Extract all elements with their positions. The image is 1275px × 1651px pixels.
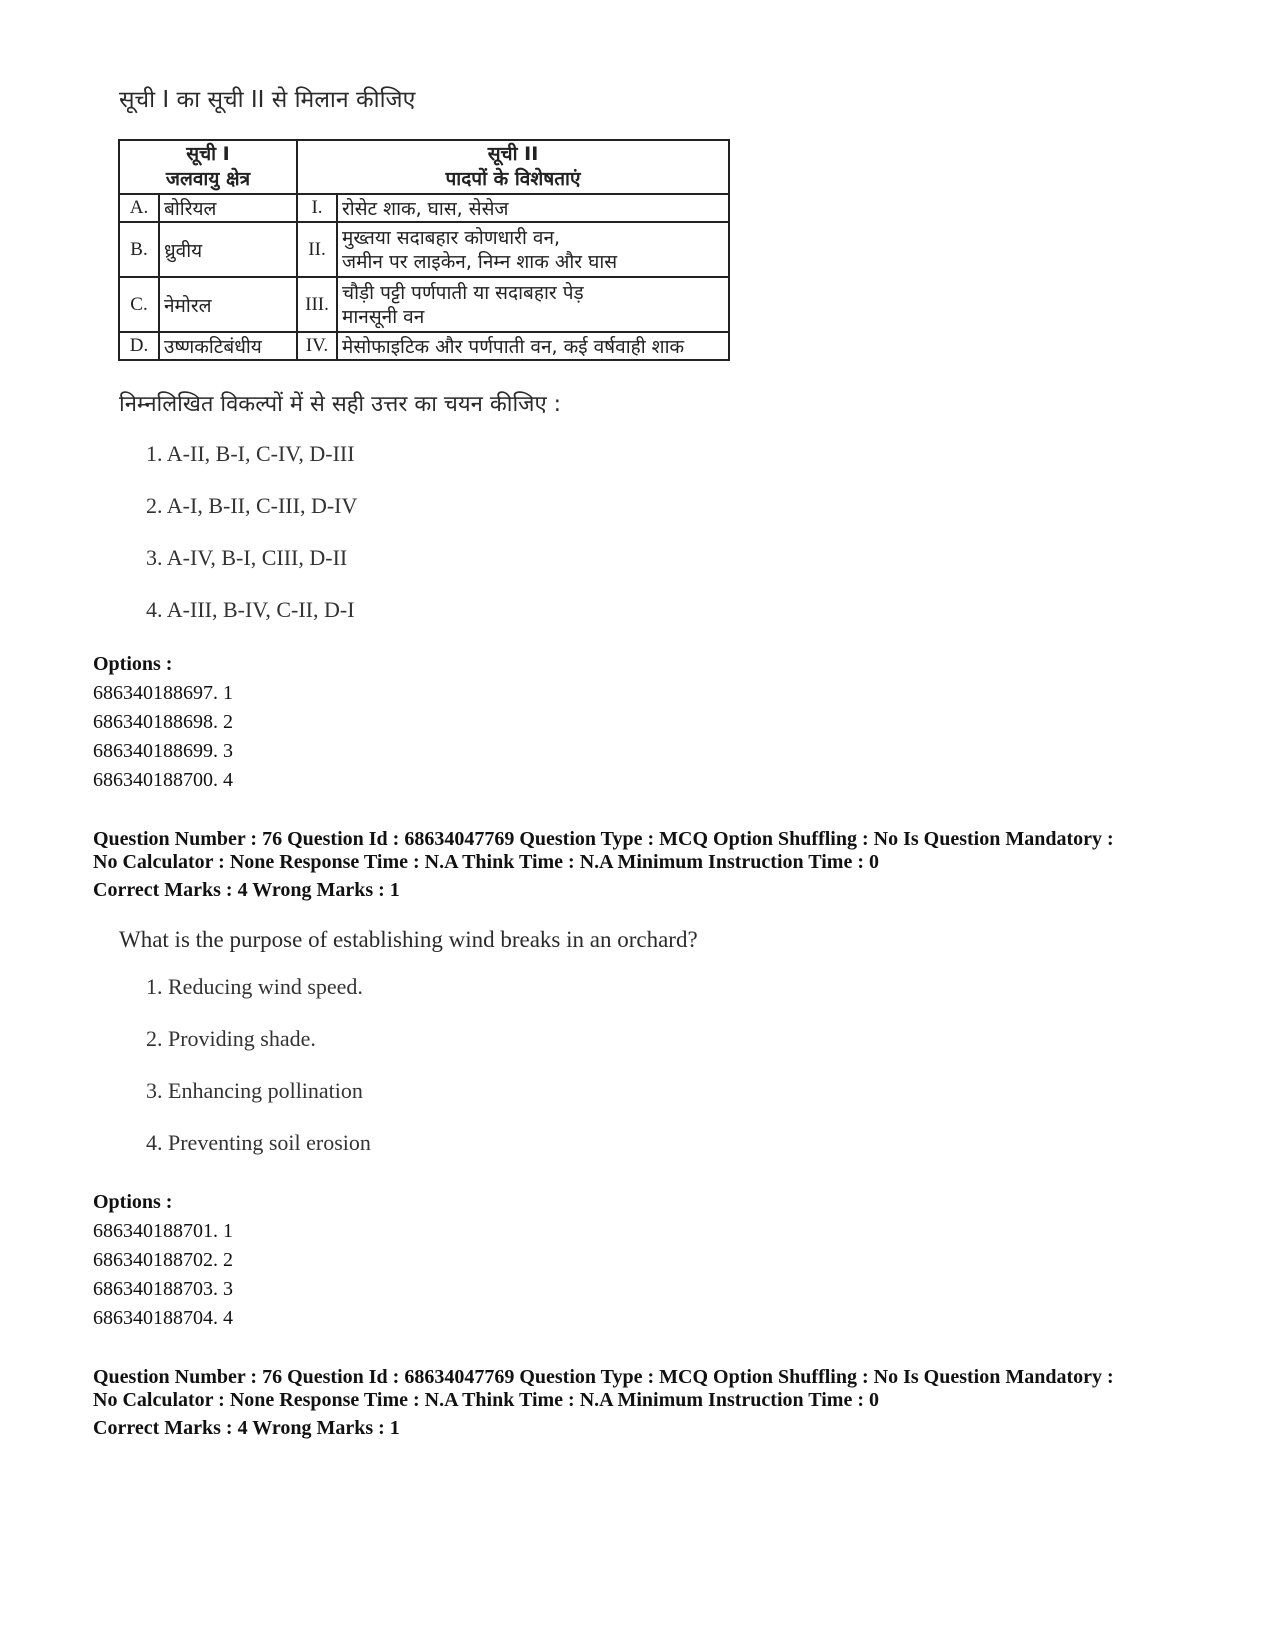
option-id-item: 686340188698. 2 — [93, 711, 233, 733]
row-value-list2 — [337, 222, 729, 277]
option-id-item: 686340188697. 1 — [93, 682, 233, 704]
question-meta-line: Question Number : 76 Question Id : 68634047769 Question Type : MCQ Option Shuffling : No Is Question Mandatory : — [93, 1366, 1114, 1388]
question-marks: Correct Marks : 4 Wrong Marks : 1 — [93, 879, 400, 901]
option-id-item: 686340188704. 4 — [93, 1307, 233, 1329]
row-value-list2 — [337, 332, 729, 360]
match-table — [118, 139, 730, 361]
choice-item: 2. A-I, B-II, C-III, D-IV — [146, 493, 358, 518]
question-meta-line: No Calculator : None Response Time : N.A Think Time : N.A Minimum Instruction Time : 0 — [93, 1389, 879, 1411]
row-key-list2: I. — [297, 194, 337, 222]
question-75-prompt-block — [119, 82, 415, 114]
list-1-subtitle: जलवायु क्षेत्र — [165, 168, 251, 190]
choice-item: 1. A-II, B-I, C-IV, D-III — [146, 441, 355, 466]
options-label: Options : — [93, 1191, 173, 1213]
option-id-list — [93, 679, 233, 795]
row-value-line: जमीन पर लाइकेन, निम्न शाक और घास — [342, 250, 618, 273]
list-2-title: सूची II — [487, 143, 539, 165]
choice-item: 4. Preventing soil erosion — [146, 1130, 371, 1155]
question-76-options — [93, 1188, 233, 1333]
question-instruction: निम्नलिखित विकल्पों में से सही उत्तर का चयन कीजिए : — [119, 392, 562, 417]
option-id-item: 686340188701. 1 — [93, 1220, 233, 1242]
row-value-list1: उष्णकटिबंधीय — [159, 332, 297, 360]
choice-list — [146, 973, 698, 1181]
question-75-options — [93, 650, 233, 795]
row-key-list2: IV. — [297, 332, 337, 360]
choice-item: 2. Providing shade. — [146, 1026, 316, 1051]
option-id-list — [93, 1217, 233, 1333]
row-key-list2: II. — [297, 222, 337, 277]
list-1-header — [119, 140, 297, 194]
choice-item: 3. Enhancing pollination — [146, 1078, 363, 1103]
row-value-line: मुख्तया सदाबहार कोणधारी वन, — [342, 226, 561, 249]
question-prompt: What is the purpose of establishing wind breaks in an orchard? — [119, 927, 698, 952]
question-76-body — [119, 927, 698, 1181]
row-value-line: मानसूनी वन — [342, 305, 425, 328]
row-value-line: रोसेट शाक, घास, सेसेज — [342, 198, 509, 220]
choice-item: 3. A-IV, B-I, CIII, D-II — [146, 545, 348, 570]
options-label: Options : — [93, 653, 173, 675]
list-2-header — [297, 140, 729, 194]
table-row — [119, 332, 729, 360]
question-76-header — [93, 828, 1203, 902]
list-1-title: सूची I — [186, 143, 230, 165]
row-value-line: मेसोफाइटिक और पर्णपाती वन, कई वर्षवाही शाक — [342, 336, 685, 358]
row-key-list1: B. — [119, 222, 159, 277]
question-marks: Correct Marks : 4 Wrong Marks : 1 — [93, 1417, 400, 1439]
row-key-list2: III. — [297, 277, 337, 332]
row-key-list1: D. — [119, 332, 159, 360]
table-row — [119, 277, 729, 332]
option-id-item: 686340188699. 3 — [93, 740, 233, 762]
option-id-item: 686340188700. 4 — [93, 769, 233, 791]
row-key-list1: C. — [119, 277, 159, 332]
row-key-list1: A. — [119, 194, 159, 222]
question-meta-line: No Calculator : None Response Time : N.A Think Time : N.A Minimum Instruction Time : 0 — [93, 851, 879, 873]
question-meta-line: Question Number : 76 Question Id : 68634047769 Question Type : MCQ Option Shuffling : No Is Question Mandatory : — [93, 828, 1114, 850]
option-id-item: 686340188703. 3 — [93, 1278, 233, 1300]
match-table-wrapper — [118, 139, 730, 361]
row-value-list2 — [337, 277, 729, 332]
question-75-choices-block — [119, 388, 561, 648]
row-value-list1: बोरियल — [159, 194, 297, 222]
choice-item: 1. Reducing wind speed. — [146, 974, 363, 999]
table-row — [119, 222, 729, 277]
table-header-row — [119, 140, 729, 194]
row-value-list1: ध्रुवीय — [159, 222, 297, 277]
list-2-subtitle: पादपों के विशेषताएं — [445, 168, 581, 190]
row-value-line: चौड़ी पट्टी पर्णपाती या सदाबहार पेड़ — [342, 281, 584, 304]
next-question-header — [93, 1366, 1203, 1440]
table-row — [119, 194, 729, 222]
option-id-item: 686340188702. 2 — [93, 1249, 233, 1271]
choice-list — [146, 440, 561, 648]
question-prompt: सूची I का सूची II से मिलान कीजिए — [119, 87, 416, 113]
row-value-list1: नेमोरल — [159, 277, 297, 332]
row-value-list2 — [337, 194, 729, 222]
choice-item: 4. A-III, B-IV, C-II, D-I — [146, 597, 355, 622]
